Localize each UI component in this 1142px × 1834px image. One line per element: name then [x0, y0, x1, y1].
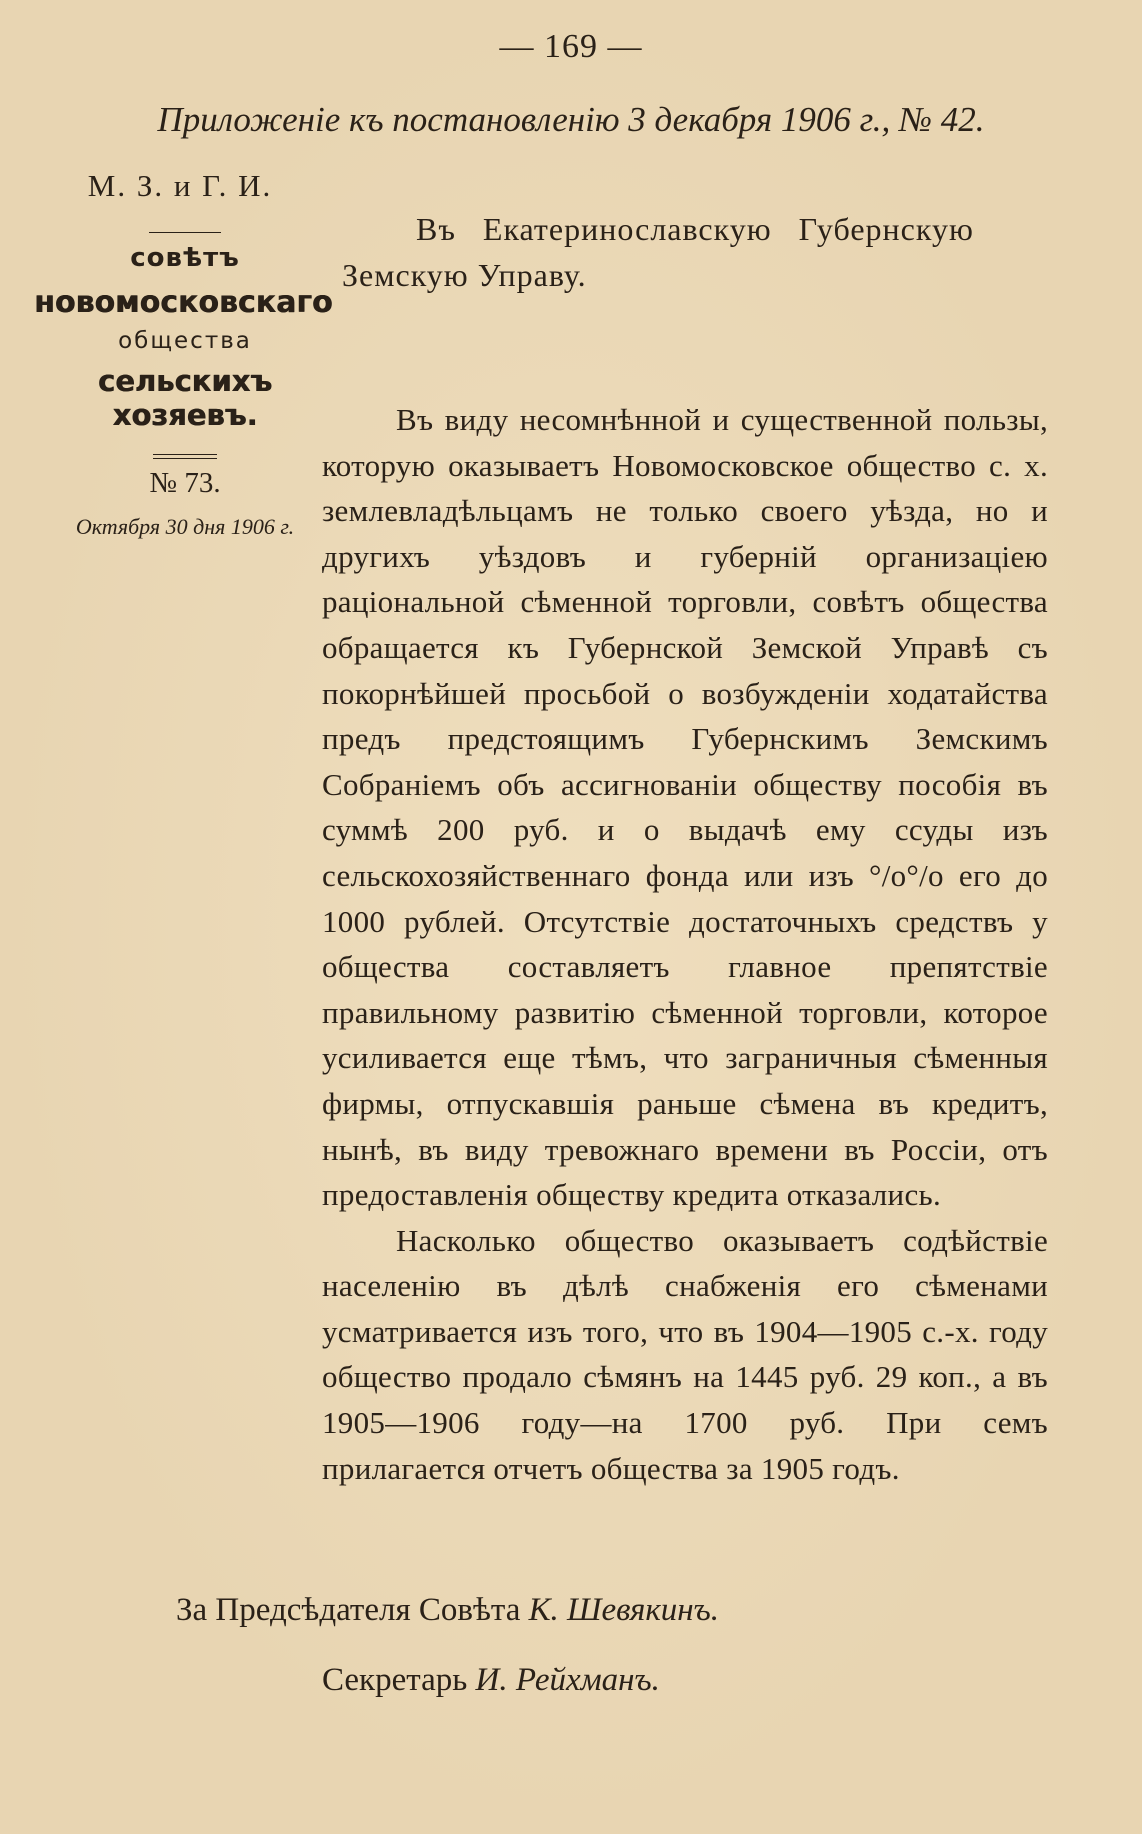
letterhead-sidebar — [34, 168, 333, 540]
double-divider — [153, 454, 217, 459]
letter-number: № 73. — [149, 467, 221, 499]
council-label: совѣтъ — [130, 243, 240, 273]
chairman-signature — [176, 1592, 719, 1629]
body-paragraph-1: Въ виду несомнѣнной и существенной пользы, которую оказываетъ Новомосковское общество с. х. землевладѣльцамъ не только своего уѣзда, но и другихъ уѣздовъ и губерній организаціею раціональной сѣменной торговли, совѣтъ общества обращается къ Губернской Земской Управѣ съ покорнѣйшей просьбой о возбужденіи ходатайства предъ предстоящимъ Губернскимъ Земскимъ Собраніемъ объ ассигнованіи обществу пособія въ суммѣ 200 руб. и о выдачѣ ему ссуды изъ сельскохозяйственнаго фонда или изъ °/о°/о его до 1000 рублей. Отсутствіе достаточныхъ средствъ у общества составляетъ главное препятствіе правильному развитію сѣменной торговли, которое усиливается еще тѣмъ, что заграничныя сѣменныя фирмы, отпускавшія раньше сѣмена въ кредитъ, нынѣ, въ виду тревожнаго времени въ Россіи, отъ предоставленія обществу кредита отказались. — [322, 402, 1048, 1213]
secretary-label: Секретарь — [322, 1662, 468, 1698]
divider — [149, 232, 221, 233]
farmers-label: сельскихъ хозяевъ. — [97, 364, 273, 432]
addressee-line-2: Земскую Управу. — [342, 257, 587, 293]
signature-name: К. Шевякинъ. — [528, 1592, 720, 1628]
society-name: новомосковскаго — [34, 285, 333, 320]
ministry-abbreviation: М. З. и Г. И. — [87, 168, 273, 203]
body-paragraph-2: Насколько общество оказываетъ содѣйствіе населенію въ дѣлѣ снабженія его сѣменами усматривается изъ того, что въ 1904—1905 с.-х. году общество продало сѣмянъ на 1445 руб. 29 коп., а въ 1905—1906 году—на 1700 руб. При семъ прилагается отчетъ общества за 1905 годъ. — [322, 1222, 1048, 1486]
addressee-line-1: Въ Екатеринославскую Губернскую — [416, 211, 974, 247]
letter-date: Октября 30 дня 1906 г. — [75, 514, 295, 539]
secretary-signature — [322, 1662, 660, 1699]
signature-label: За Предсѣдателя Совѣта — [176, 1592, 521, 1628]
secretary-name: И. Рейхманъ. — [475, 1662, 660, 1698]
addressee — [342, 206, 1047, 298]
appendix-title: Приложеніе къ постановленію 3 декабря 1906 г., № 42. — [157, 100, 985, 139]
page-number: — 169 — — [499, 28, 643, 65]
letter-body — [322, 397, 1048, 1491]
society-label: общества — [118, 328, 252, 354]
